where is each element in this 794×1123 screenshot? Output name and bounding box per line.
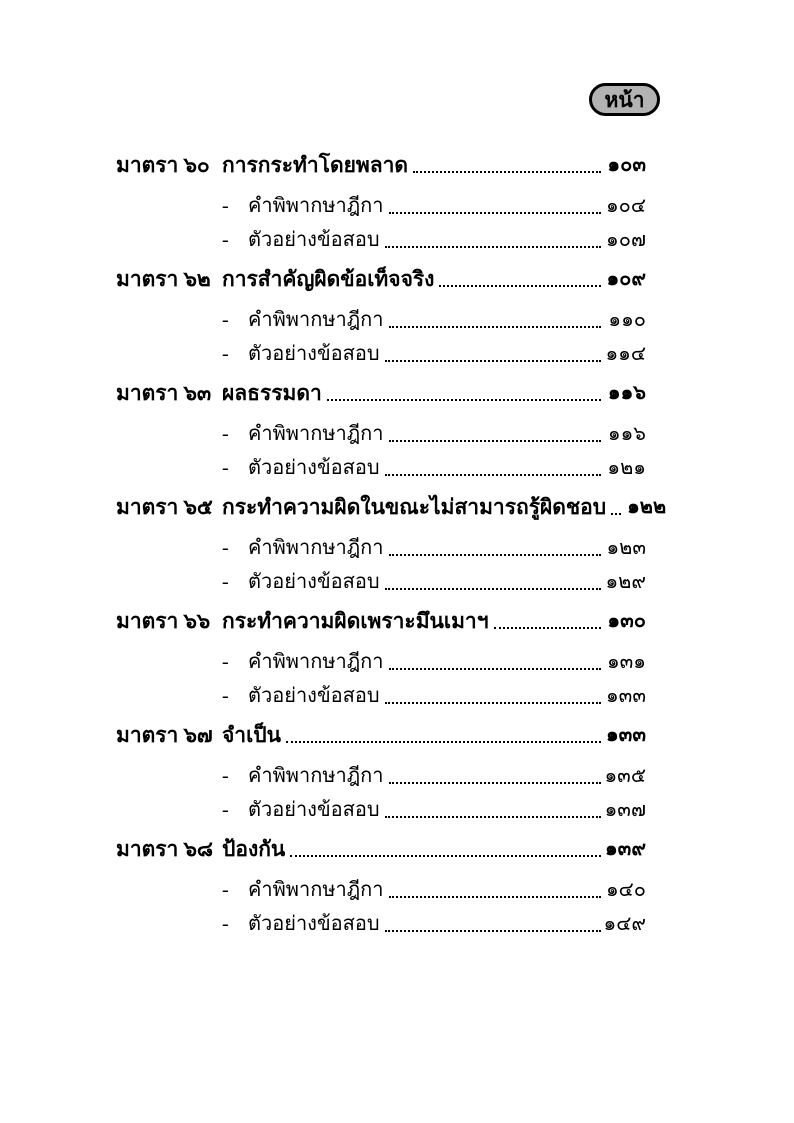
toc-entry-sub [116,303,646,333]
page-header-badge [589,83,660,116]
dot-leader [389,212,602,214]
page-number: ๑๓๗ [604,799,646,821]
page-number: ๑๒๑ [607,457,646,479]
dash-bullet: - [222,343,229,365]
section-title: ผลธรรมดา [222,380,322,405]
dot-leader [385,702,601,704]
toc-entry-sub [116,645,646,675]
dot-leader [385,474,601,476]
toc-entry-sub [116,451,646,481]
toc-entry-main [116,376,646,406]
page-number: ๑๐๔ [605,195,646,217]
dash-bullet: - [222,913,229,935]
sub-entry-label: ตัวอย่างข้อสอบ [248,913,380,935]
page-number: ๑๓๙ [604,838,646,860]
dash-bullet: - [222,457,229,479]
dash-bullet: - [222,879,229,901]
page-number: ๑๑๐ [608,309,646,331]
dot-leader [389,440,602,442]
page-number: ๑๐๓ [607,154,646,176]
sub-entry-label: คำพิพากษาฎีกา [248,879,384,901]
dot-leader [611,513,621,515]
toc-entry-sub [116,417,646,447]
toc-entry-sub [116,565,646,595]
page-number: ๑๐๗ [606,229,646,251]
section-title: จำเป็น [222,722,281,747]
dash-bullet: - [222,195,229,217]
dot-leader [385,930,601,932]
page-number: ๑๒๓ [606,537,646,559]
page-number: ๑๑๔ [605,343,646,365]
sub-entry-label: ตัวอย่างข้อสอบ [248,799,380,821]
sub-entry-label: คำพิพากษาฎีกา [248,309,384,331]
toc-entry-main [116,832,646,862]
dot-leader [385,246,601,248]
page-number: ๑๒๒ [627,496,667,518]
toc-entry-sub [116,679,646,709]
dot-leader [327,399,601,401]
page-number: ๑๑๖ [607,423,646,445]
sub-entry-label: คำพิพากษาฎีกา [248,195,384,217]
dash-bullet: - [222,685,229,707]
toc-entry-main [116,262,646,292]
dash-bullet: - [222,571,229,593]
page-badge-label: หน้า [604,88,645,112]
toc-entry-sub [116,189,646,219]
sub-entry-label: ตัวอย่างข้อสอบ [248,229,380,251]
sub-entry-label: คำพิพากษาฎีกา [248,423,384,445]
toc-section [116,718,646,823]
page-number: ๑๐๙ [606,268,646,290]
dash-bullet: - [222,799,229,821]
toc-entry-main [116,148,646,178]
section-number: มาตรา ๖๗ [116,722,213,747]
section-title: การกระทำโดยพลาด [222,152,409,177]
dash-bullet: - [222,423,229,445]
section-title: กระทำความผิดในขณะไม่สามารถรู้ผิดชอบ [222,494,607,519]
sub-entry-label: ตัวอย่างข้อสอบ [248,457,380,479]
toc-entry-sub [116,793,646,823]
dot-leader [389,782,602,784]
section-number: มาตรา ๖๐ [116,152,210,177]
page-number: ๑๔๐ [605,879,646,901]
dot-leader [413,171,601,173]
dash-bullet: - [222,229,229,251]
dot-leader [286,741,601,743]
dot-leader [389,896,602,898]
dot-leader [389,668,602,670]
toc-entry-sub [116,223,646,253]
toc-section [116,490,667,595]
page-number: ๑๓๕ [604,765,646,787]
page-number: ๑๓๑ [606,651,646,673]
table-of-contents [116,148,667,946]
dash-bullet: - [222,765,229,787]
dot-leader [385,360,601,362]
dot-leader [385,588,601,590]
toc-entry-main [116,490,667,520]
section-title: ป้องกัน [222,836,286,861]
page-number: ๑๒๙ [605,571,646,593]
sub-entry-label: คำพิพากษาฎีกา [248,651,384,673]
dot-leader [389,554,602,556]
section-number: มาตรา ๖๘ [116,836,214,861]
page-number: ๑๓๓ [605,724,646,746]
toc-entry-sub [116,873,646,903]
toc-entry-sub [116,759,646,789]
page-number: ๑๑๖ [607,382,646,404]
dot-leader [389,326,602,328]
toc-section [116,832,646,937]
sub-entry-label: คำพิพากษาฎีกา [248,765,384,787]
toc-section [116,148,646,253]
dot-leader [290,855,601,857]
toc-section [116,604,646,709]
dot-leader [439,285,601,287]
sub-entry-label: ตัวอย่างข้อสอบ [248,685,380,707]
toc-entry-sub [116,907,646,937]
section-number: มาตรา ๖๓ [116,380,212,405]
toc-entry-sub [116,531,646,561]
section-number: มาตรา ๖๕ [116,494,213,519]
toc-section [116,376,646,481]
toc-entry-main [116,604,646,634]
section-title: การสำคัญผิดข้อเท็จจริง [222,266,435,291]
section-number: มาตรา ๖๖ [116,608,211,633]
dash-bullet: - [222,309,229,331]
dash-bullet: - [222,537,229,559]
page-number: ๑๔๙ [603,913,646,935]
toc-section [116,262,646,367]
page-number: ๑๓๓ [605,685,646,707]
sub-entry-label: คำพิพากษาฎีกา [248,537,384,559]
section-number: มาตรา ๖๒ [116,266,211,291]
sub-entry-label: ตัวอย่างข้อสอบ [248,571,380,593]
section-title: กระทำความผิดเพราะมึนเมาฯ [222,608,489,633]
toc-entry-sub [116,337,646,367]
dot-leader [385,816,601,818]
toc-entry-main [116,718,646,748]
dot-leader [494,627,602,629]
dash-bullet: - [222,651,229,673]
page-number: ๑๓๐ [607,610,646,632]
sub-entry-label: ตัวอย่างข้อสอบ [248,343,380,365]
